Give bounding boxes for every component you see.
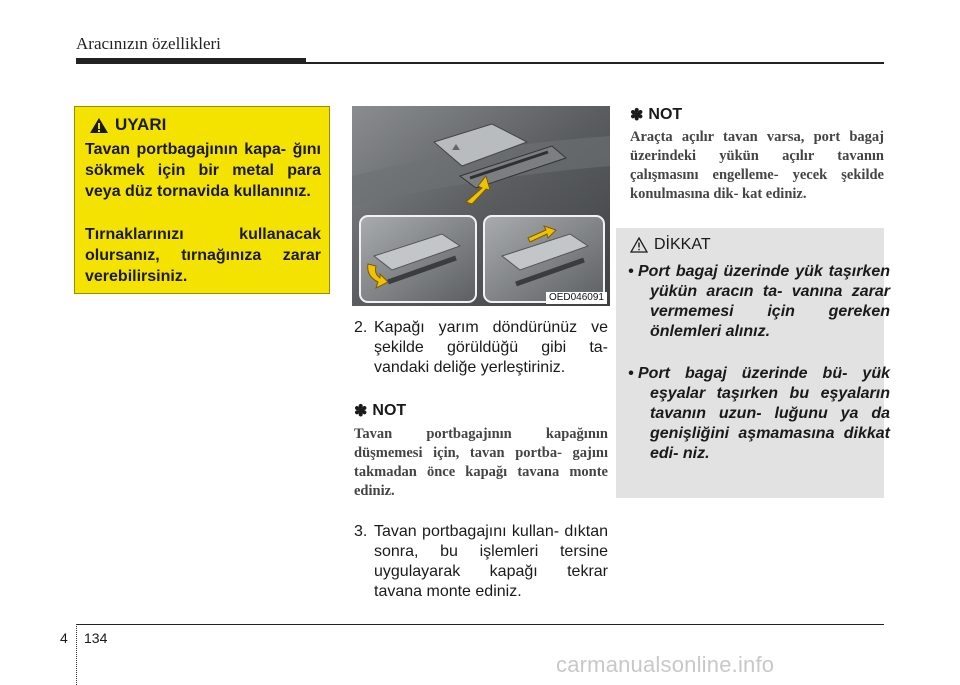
footer-rule [76, 624, 884, 625]
note-title: NOT [648, 106, 683, 123]
chapter-number: 4 [60, 630, 68, 646]
caution-triangle-icon [630, 237, 648, 253]
header-rule-thin [306, 62, 884, 64]
warning-paragraph: Tırnaklarınızı kullanacak olursanız, tırnağınıza zarar verebilirsiniz. [85, 226, 321, 285]
caution-item-text: Port bagaj üzerinde yük taşırken yükün aracın ta- vanına zarar vermemesi için gereken önlemleri alınız. [638, 263, 890, 340]
caution-title: DİKKAT [654, 236, 711, 253]
note-heading [630, 105, 682, 125]
note-text: Tavan portbagajının kapağının düşmemesi için, tavan portba- gajını takmadan önce kapağı tavana monte ediniz. [354, 426, 608, 499]
step-text: Tavan portbagajını kullan- dıktan sonra, bu işlemleri tersine uygulayarak kapağı tekrar tavana monte ediniz. [374, 523, 608, 600]
caution-item-text: Port bagaj üzerinde bü- yük eşyalar taşırken bu eşyaların tavanın uzun- luğunu ya da genişliğini aşmamasına dikkat edi- niz. [638, 365, 890, 462]
bullet: • [628, 365, 634, 382]
roof-rack-cover-illustration [352, 106, 610, 306]
bullet: • [628, 263, 634, 280]
step-number: 2. [354, 319, 368, 336]
warning-paragraph: Tavan portbagajının kapa- ğını sökmek için bir metal para veya düz tornavida kullanınız. [85, 141, 321, 200]
header-rule-thick [76, 58, 306, 64]
page-header-title: Aracınızın özellikleri [76, 34, 221, 53]
warning-box [74, 106, 330, 294]
page-number: 134 [84, 630, 108, 646]
step-number: 3. [354, 523, 368, 540]
warning-title: UYARI [115, 115, 167, 134]
warning-triangle-icon [89, 117, 109, 134]
note-text: Araçta açılır tavan varsa, port bagaj üzerindeki yükün açılır tavanın çalışmasını engelleme- yecek şekilde konulmasına dik- kat ediniz. [630, 129, 884, 202]
asterisk-icon: ✽ [354, 403, 368, 420]
footer-divider [76, 624, 78, 685]
step-text: Kapağı yarım döndürünüz ve şekilde görüldüğü gibi ta- vandaki deliğe yerleştiriniz. [374, 319, 608, 376]
note-heading [354, 401, 406, 421]
note-title: NOT [372, 402, 407, 419]
caution-heading [630, 236, 711, 254]
warning-heading [89, 115, 166, 135]
asterisk-icon: ✽ [630, 107, 644, 124]
roof-rack-cover-figure [352, 106, 610, 306]
watermark: carmanualsonline.info [556, 652, 775, 677]
figure-code: OED046091 [546, 292, 607, 304]
caution-box [616, 228, 890, 498]
